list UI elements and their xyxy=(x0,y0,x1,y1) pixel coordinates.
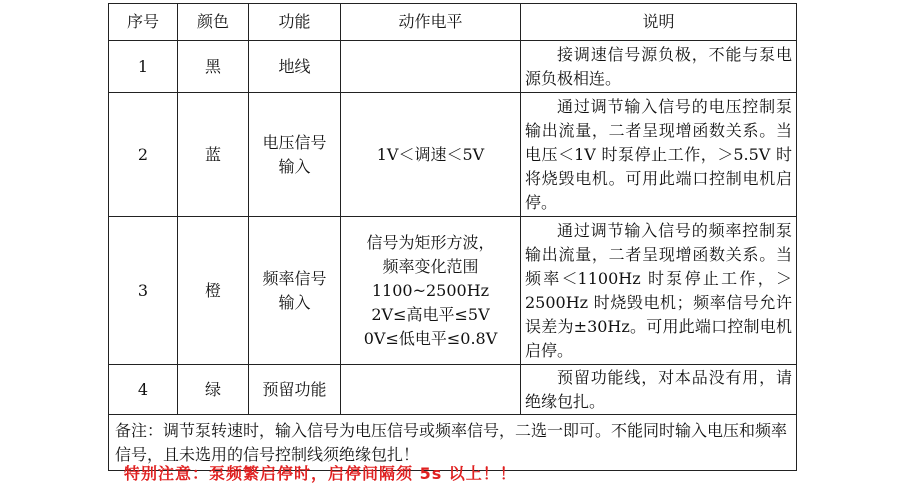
row-level xyxy=(341,41,521,93)
row-color: 绿 xyxy=(178,365,249,415)
desc-text: 接调速信号源负极，不能与泵电源负极相连。 xyxy=(525,44,792,88)
note-text: 备注：调节泵转速时，输入信号为电压信号或频率信号，二选一即可。不能同时输入电压和频率信号，且未选用的信号控制线须绝缘包扎！ xyxy=(109,415,797,471)
header-level: 动作电平 xyxy=(341,4,521,41)
row-level xyxy=(341,365,521,415)
header-color: 颜色 xyxy=(178,4,249,41)
row-desc xyxy=(521,365,797,415)
header-row xyxy=(109,4,797,41)
table-row xyxy=(109,217,797,365)
row-desc xyxy=(521,41,797,93)
desc-text: 预留功能线，对本品没有用，请绝缘包扎。 xyxy=(525,367,792,411)
header-desc: 说明 xyxy=(521,4,797,41)
level-line: 0V≤低电平≤0.8V xyxy=(363,328,498,348)
table-row xyxy=(109,365,797,415)
function-line: 输入 xyxy=(278,292,311,312)
row-no: 4 xyxy=(109,365,178,415)
row-function xyxy=(249,365,341,415)
table-row xyxy=(109,41,797,93)
function-line: 频率信号 xyxy=(262,268,327,288)
row-no: 3 xyxy=(109,217,178,365)
row-no: 1 xyxy=(109,41,178,93)
warning-text: 特别注意：泵频繁启停时，启停间隔须 5s 以上！！ xyxy=(124,464,517,483)
row-function xyxy=(249,93,341,217)
header-function: 功能 xyxy=(249,4,341,41)
row-desc xyxy=(521,217,797,365)
function-line: 电压信号 xyxy=(262,132,327,152)
function-line: 地线 xyxy=(278,56,311,76)
row-no: 2 xyxy=(109,93,178,217)
level-line: 1V＜调速＜5V xyxy=(376,144,485,164)
table-row xyxy=(109,93,797,217)
row-color: 黑 xyxy=(178,41,249,93)
row-desc xyxy=(521,93,797,217)
level-line: 信号为矩形方波， xyxy=(366,232,495,252)
desc-text: 通过调节输入信号的电压控制泵输出流量，二者呈现增函数关系。当电压＜1V 时泵停止工作，＞5.5V 时将烧毁电机。可用此端口控制电机启停。 xyxy=(525,96,792,212)
level-line: 1100~2500Hz xyxy=(371,280,490,300)
row-function xyxy=(249,41,341,93)
desc-text: 通过调节输入信号的频率控制泵输出流量，二者呈现增函数关系。当频率＜1100Hz 时泵停止工作，＞2500Hz 时烧毁电机；频率信号允许误差为±30Hz。可用此端口控制电机启停。 xyxy=(525,220,792,360)
function-line: 预留功能 xyxy=(262,379,327,399)
spec-table xyxy=(108,3,797,471)
row-color: 橙 xyxy=(178,217,249,365)
row-level xyxy=(341,217,521,365)
level-line: 频率变化范围 xyxy=(382,256,479,276)
function-line: 输入 xyxy=(278,156,311,176)
row-function xyxy=(249,217,341,365)
header-no: 序号 xyxy=(109,4,178,41)
level-line: 2V≤高电平≤5V xyxy=(371,304,490,324)
row-level xyxy=(341,93,521,217)
row-color: 蓝 xyxy=(178,93,249,217)
